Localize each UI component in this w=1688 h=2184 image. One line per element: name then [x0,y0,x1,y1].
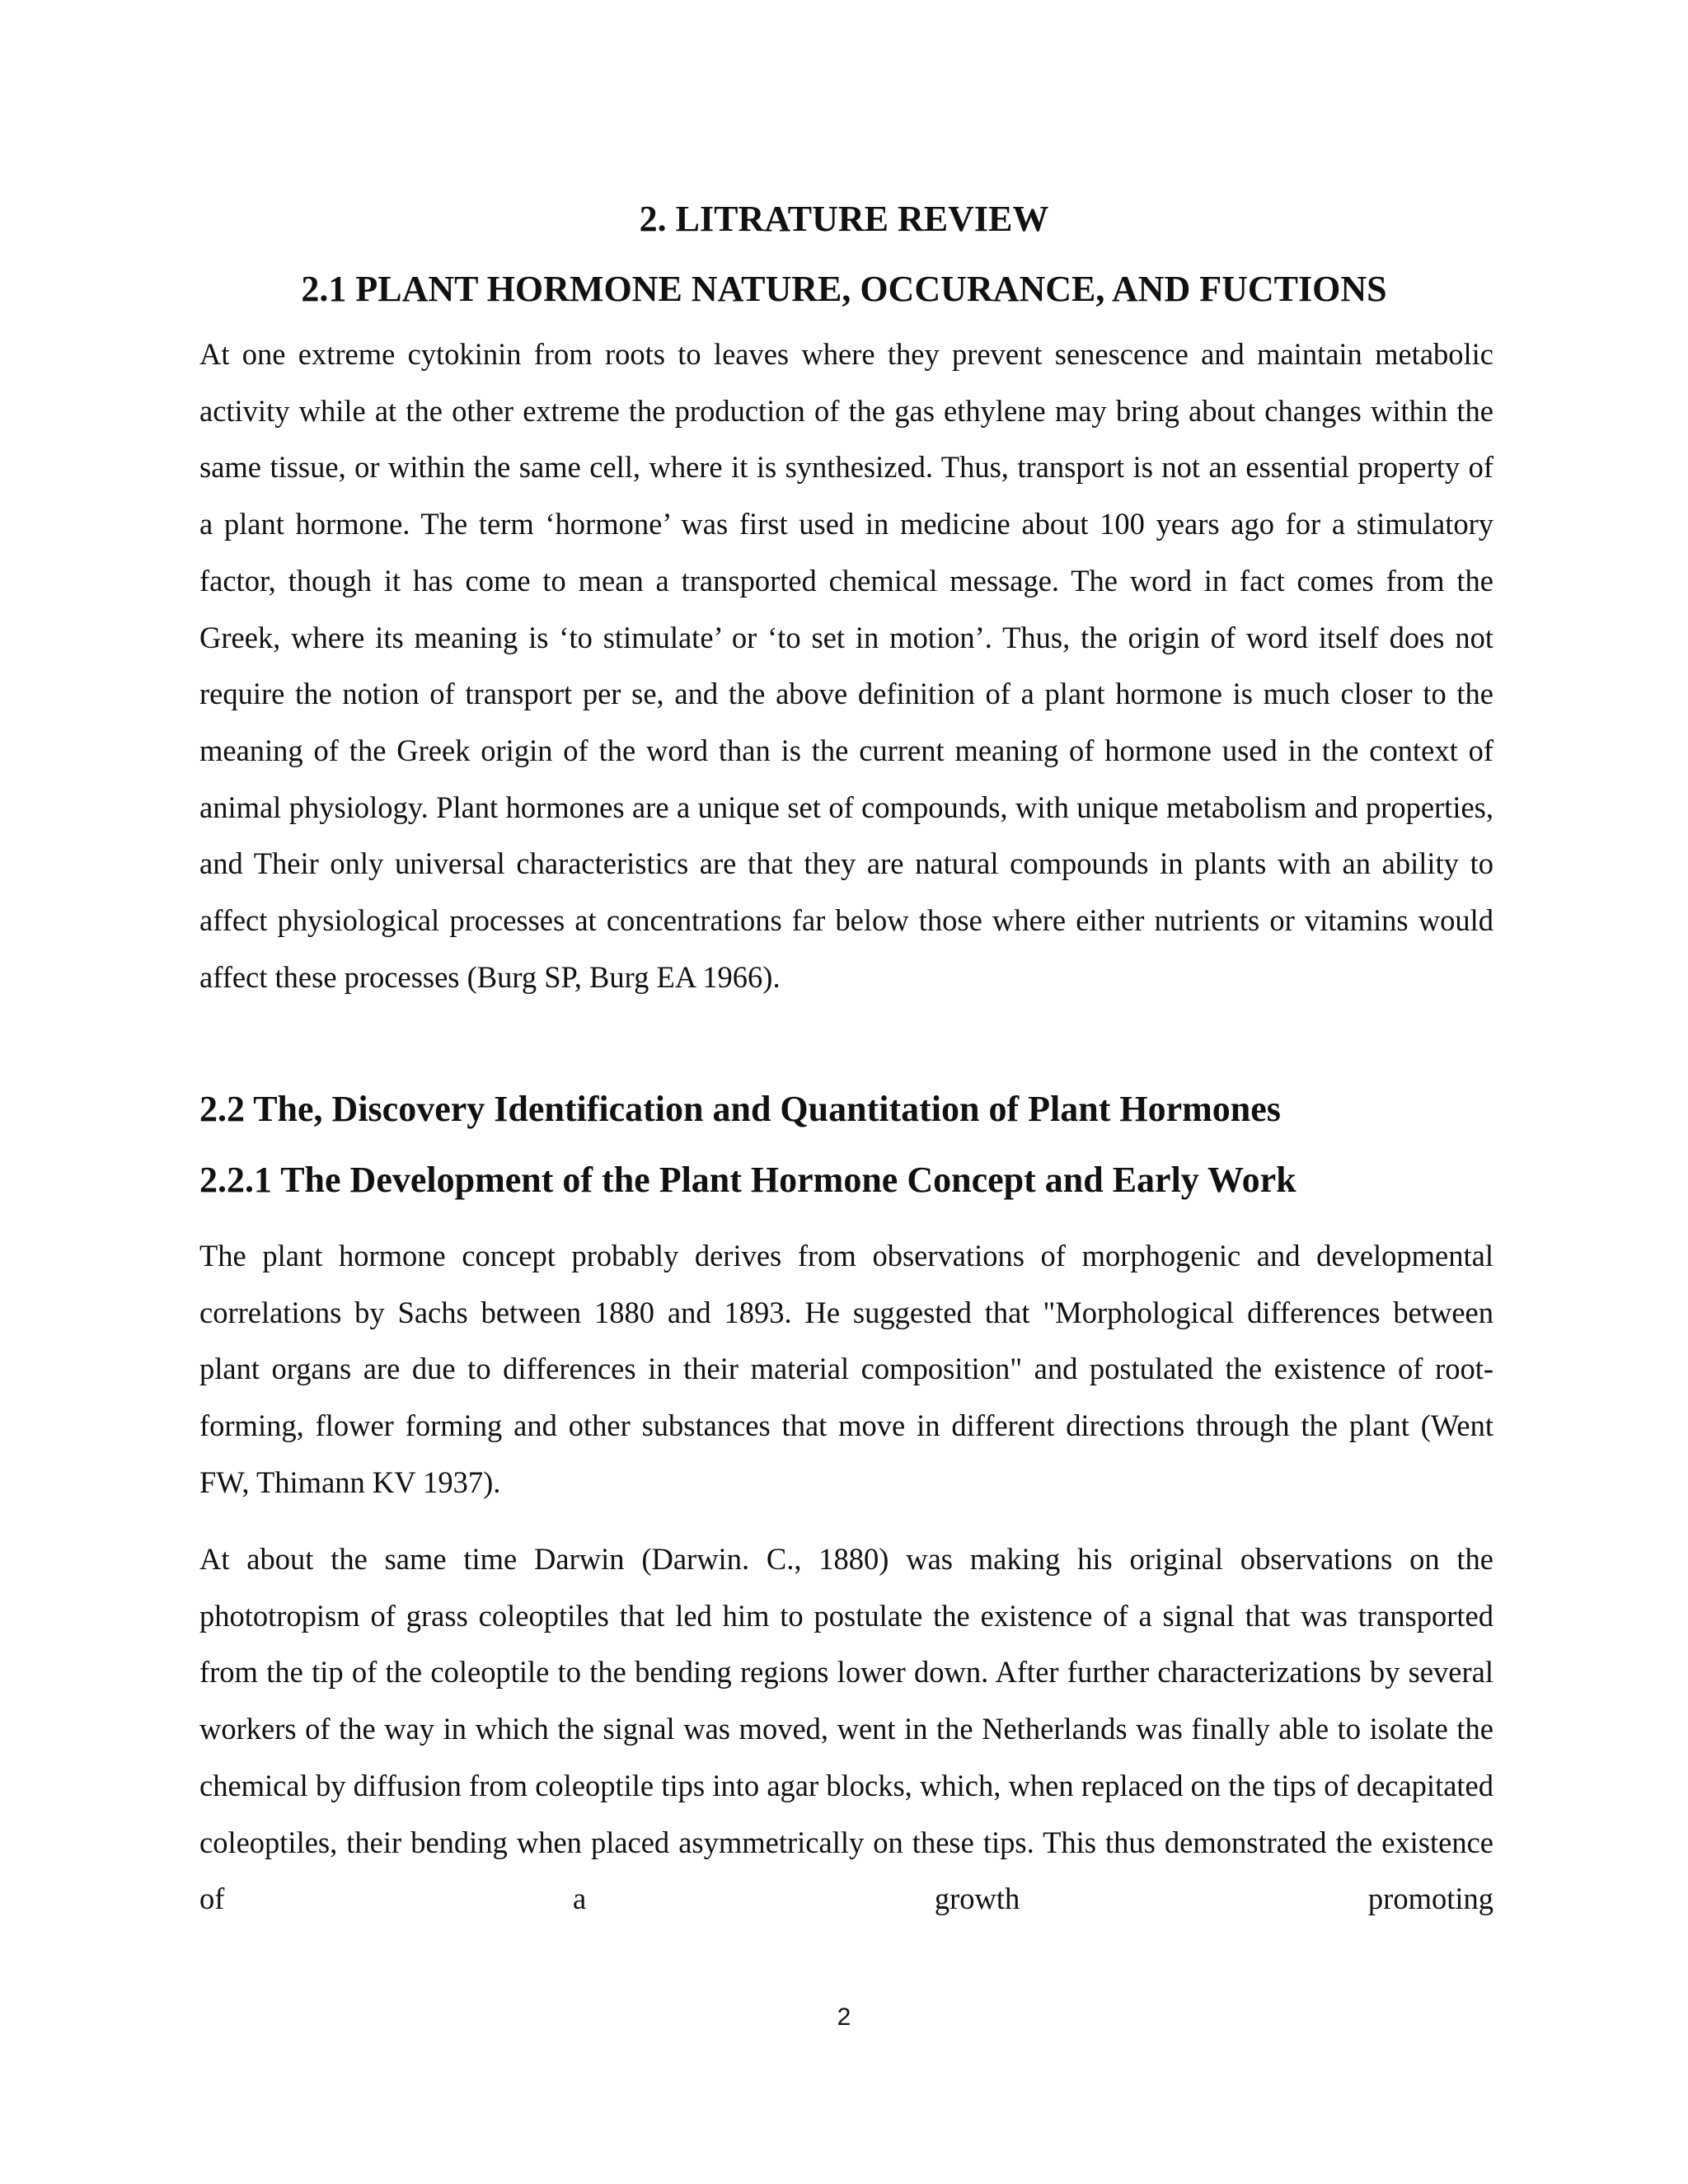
section-title-2-2: 2.2 The, Discovery Identification and Quantitation of Plant Hormones [199,1089,1281,1129]
paragraph-darwin-observations: At about the same time Darwin (Darwin. C., 1880) was making his original observations on the phototropism of grass coleoptiles that led him to postulate the existence of a signal that was transported from the tip of the coleoptile to the bending regions lower down. After further characterizations by several workers of the way in which the signal was moved, went in the Netherlands was finally able to isolate the chemical by diffusion from coleoptile tips into agar blocks, which, when replaced on the tips of decapitated coleoptiles, their bending when placed asymmetrically on these tips. This thus demonstrated the existence of a growth promoting [199,1542,1493,1916]
section-title-2-1: 2.1 PLANT HORMONE NATURE, OCCURANCE, AND FUCTIONS [301,269,1387,309]
page-number: 2 [837,2004,851,2031]
paragraph-hormone-concept: The plant hormone concept probably derives from observations of morphogenic and developmental correlations by Sachs between 1880 and 1893. He suggested that "Morphological differences between plant organs are due to differences in their material composition" and postulated the existence of root-forming, flower forming and other substances that move in different directions through the plant (Went FW, Thimann KV 1937). [199,1239,1493,1499]
section-title-2-2-1: 2.2.1 The Development of the Plant Hormone Concept and Early Work [199,1160,1296,1200]
chapter-title: 2. LITRATURE REVIEW [639,199,1049,239]
paragraph-plant-hormone-nature: At one extreme cytokinin from roots to leaves where they prevent senescence and maintain metabolic activity while at the other extreme the production of the gas ethylene may bring about changes within the same tissue, or within the same cell, where it is synthesized. Thus, transport is not an essential property of a plant hormone. The term ‘hormone’ was first used in medicine about 100 years ago for a stimulatory factor, though it has come to mean a transported chemical message. The word in fact comes from the Greek, where its meaning is ‘to stimulate’ or ‘to set in motion’. Thus, the origin of word itself does not require the notion of transport per se, and the above definition of a plant hormone is much closer to the meaning of the Greek origin of the word than is the current meaning of hormone used in the context of animal physiology. Plant hormones are a unique set of compounds, with unique metabolism and properties, and Their only universal characteristics are that they are natural compounds in plants with an ability to affect physiological processes at concentrations far below those where either nutrients or vitamins would affect these processes (Burg SP, Burg EA 1966). [199,337,1493,994]
